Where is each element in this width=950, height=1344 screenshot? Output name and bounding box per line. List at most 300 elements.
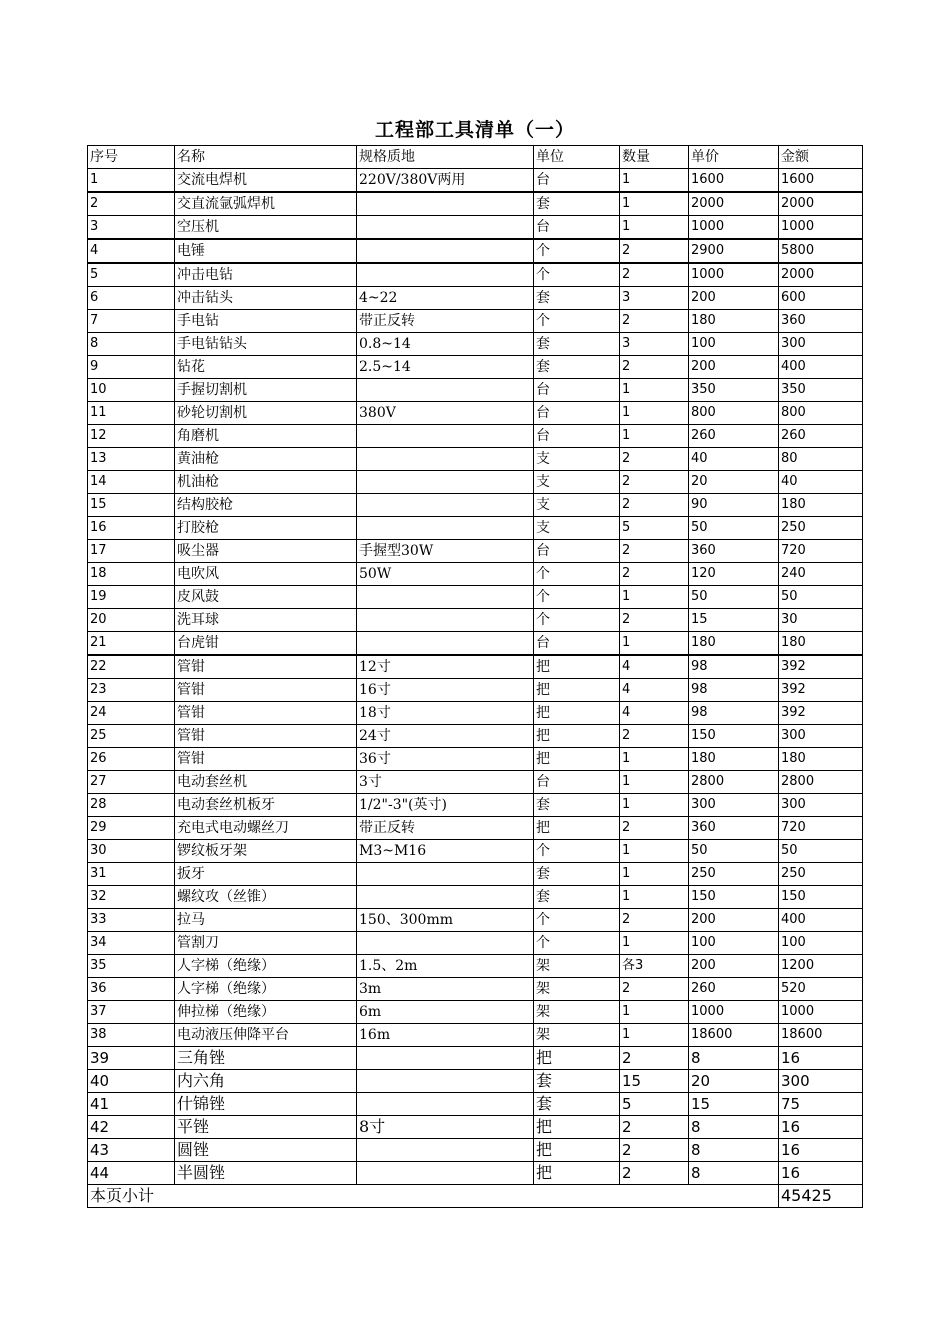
item-name: 手握切割机 — [175, 379, 357, 402]
item-name: 皮风鼓 — [175, 586, 357, 609]
item-unit-price: 300 — [689, 794, 779, 817]
item-amount: 16 — [779, 1047, 863, 1070]
item-name: 洗耳球 — [175, 609, 357, 632]
item-spec: 1/2"-3"(英寸) — [357, 794, 534, 817]
item-spec — [357, 1070, 534, 1093]
item-spec: 16寸 — [357, 679, 534, 702]
item-amount: 400 — [779, 909, 863, 932]
table-row — [88, 471, 863, 494]
item-unit-price: 1000 — [689, 263, 779, 287]
item-amount: 720 — [779, 817, 863, 840]
item-amount: 75 — [779, 1093, 863, 1116]
item-unit: 支 — [534, 517, 620, 540]
item-unit: 个 — [534, 239, 620, 263]
item-amount: 300 — [779, 725, 863, 748]
item-quantity: 1 — [620, 840, 689, 863]
item-unit-price: 120 — [689, 563, 779, 586]
item-unit: 支 — [534, 448, 620, 471]
table-row — [88, 563, 863, 586]
row-index: 34 — [88, 932, 175, 955]
table-row — [88, 448, 863, 471]
item-unit-price: 90 — [689, 494, 779, 517]
item-unit: 架 — [534, 1001, 620, 1024]
column-header: 数量 — [620, 146, 689, 169]
table-row — [88, 333, 863, 356]
item-name: 结构胶枪 — [175, 494, 357, 517]
item-quantity: 2 — [620, 239, 689, 263]
item-spec — [357, 517, 534, 540]
item-quantity: 1 — [620, 379, 689, 402]
item-quantity: 2 — [620, 471, 689, 494]
item-unit-price: 18600 — [689, 1024, 779, 1047]
item-unit-price: 8 — [689, 1116, 779, 1139]
column-header: 金额 — [779, 146, 863, 169]
item-unit: 套 — [534, 356, 620, 379]
item-spec: 380V — [357, 402, 534, 425]
item-unit: 台 — [534, 379, 620, 402]
item-quantity: 2 — [620, 817, 689, 840]
item-spec: 带正反转 — [357, 817, 534, 840]
item-unit: 台 — [534, 540, 620, 563]
table-row — [88, 840, 863, 863]
item-amount: 16 — [779, 1162, 863, 1185]
item-unit: 套 — [534, 1070, 620, 1093]
item-spec — [357, 1139, 534, 1162]
item-amount: 180 — [779, 632, 863, 656]
item-amount: 50 — [779, 840, 863, 863]
item-spec — [357, 263, 534, 287]
item-amount: 400 — [779, 356, 863, 379]
item-quantity: 4 — [620, 655, 689, 679]
item-amount: 720 — [779, 540, 863, 563]
item-unit-price: 180 — [689, 310, 779, 333]
item-amount: 1600 — [779, 169, 863, 193]
item-name: 电动套丝机板牙 — [175, 794, 357, 817]
item-amount: 50 — [779, 586, 863, 609]
item-unit: 套 — [534, 333, 620, 356]
item-name: 冲击钻头 — [175, 287, 357, 310]
item-unit: 把 — [534, 702, 620, 725]
item-unit: 套 — [534, 1093, 620, 1116]
item-quantity: 1 — [620, 1001, 689, 1024]
item-quantity: 4 — [620, 679, 689, 702]
row-index: 16 — [88, 517, 175, 540]
item-spec: 2.5~14 — [357, 356, 534, 379]
item-name: 电吹风 — [175, 563, 357, 586]
item-amount: 180 — [779, 494, 863, 517]
item-unit: 台 — [534, 169, 620, 193]
item-quantity: 2 — [620, 448, 689, 471]
table-row — [88, 909, 863, 932]
row-index: 27 — [88, 771, 175, 794]
item-name: 管钳 — [175, 702, 357, 725]
item-spec: 12寸 — [357, 655, 534, 679]
item-spec: 3m — [357, 978, 534, 1001]
item-spec — [357, 471, 534, 494]
item-name: 吸尘器 — [175, 540, 357, 563]
item-spec — [357, 1162, 534, 1185]
row-index: 44 — [88, 1162, 175, 1185]
column-header: 规格质地 — [357, 146, 534, 169]
table-row — [88, 771, 863, 794]
item-unit: 把 — [534, 679, 620, 702]
item-name: 交流电焊机 — [175, 169, 357, 193]
item-unit-price: 98 — [689, 679, 779, 702]
row-index: 12 — [88, 425, 175, 448]
row-index: 25 — [88, 725, 175, 748]
table-row — [88, 1139, 863, 1162]
item-amount: 18600 — [779, 1024, 863, 1047]
item-amount: 392 — [779, 702, 863, 725]
table-row — [88, 425, 863, 448]
item-quantity: 1 — [620, 794, 689, 817]
item-amount: 360 — [779, 310, 863, 333]
row-index: 18 — [88, 563, 175, 586]
table-row — [88, 239, 863, 263]
item-unit: 把 — [534, 748, 620, 771]
item-amount: 180 — [779, 748, 863, 771]
table-row — [88, 540, 863, 563]
item-amount: 2800 — [779, 771, 863, 794]
row-index: 4 — [88, 239, 175, 263]
item-spec — [357, 609, 534, 632]
item-unit-price: 15 — [689, 609, 779, 632]
item-unit-price: 360 — [689, 817, 779, 840]
item-name: 台虎钳 — [175, 632, 357, 656]
table-row — [88, 379, 863, 402]
item-name: 黄油枪 — [175, 448, 357, 471]
item-spec: 8寸 — [357, 1116, 534, 1139]
item-unit-price: 8 — [689, 1139, 779, 1162]
row-index: 23 — [88, 679, 175, 702]
item-unit: 套 — [534, 886, 620, 909]
table-row — [88, 863, 863, 886]
item-amount: 300 — [779, 794, 863, 817]
item-name: 内六角 — [175, 1070, 357, 1093]
item-spec: 220V/380V两用 — [357, 169, 534, 193]
item-quantity: 2 — [620, 563, 689, 586]
item-unit: 台 — [534, 425, 620, 448]
row-index: 9 — [88, 356, 175, 379]
item-quantity: 4 — [620, 702, 689, 725]
item-unit-price: 100 — [689, 932, 779, 955]
table-row — [88, 794, 863, 817]
table-row — [88, 1093, 863, 1116]
table-row — [88, 1070, 863, 1093]
item-quantity: 3 — [620, 333, 689, 356]
item-unit: 把 — [534, 725, 620, 748]
column-header: 单位 — [534, 146, 620, 169]
subtotal-label: 本页小计 — [88, 1185, 779, 1208]
item-unit: 个 — [534, 909, 620, 932]
table-row — [88, 192, 863, 216]
item-unit: 个 — [534, 263, 620, 287]
item-spec: 1.5、2m — [357, 955, 534, 978]
item-amount: 2000 — [779, 263, 863, 287]
item-spec: 50W — [357, 563, 534, 586]
item-spec: 16m — [357, 1024, 534, 1047]
item-amount: 1200 — [779, 955, 863, 978]
subtotal-row — [88, 1185, 863, 1208]
item-name: 螺纹攻（丝锥） — [175, 886, 357, 909]
item-amount: 600 — [779, 287, 863, 310]
item-amount: 392 — [779, 679, 863, 702]
table-row — [88, 517, 863, 540]
item-unit-price: 50 — [689, 586, 779, 609]
table-row — [88, 655, 863, 679]
item-name: 管割刀 — [175, 932, 357, 955]
table-row — [88, 725, 863, 748]
item-spec: 6m — [357, 1001, 534, 1024]
row-index: 13 — [88, 448, 175, 471]
item-name: 人字梯（绝缘） — [175, 955, 357, 978]
item-quantity: 2 — [620, 725, 689, 748]
row-index: 24 — [88, 702, 175, 725]
item-name: 三角锉 — [175, 1047, 357, 1070]
item-name: 什锦锉 — [175, 1093, 357, 1116]
item-unit: 台 — [534, 632, 620, 656]
table-row — [88, 702, 863, 725]
item-unit-price: 360 — [689, 540, 779, 563]
row-index: 3 — [88, 216, 175, 240]
row-index: 32 — [88, 886, 175, 909]
item-amount: 300 — [779, 1070, 863, 1093]
item-unit-price: 20 — [689, 1070, 779, 1093]
table-row — [88, 748, 863, 771]
item-unit: 架 — [534, 1024, 620, 1047]
item-unit-price: 200 — [689, 955, 779, 978]
item-quantity: 1 — [620, 1024, 689, 1047]
table-row — [88, 586, 863, 609]
item-unit: 架 — [534, 955, 620, 978]
item-unit-price: 2800 — [689, 771, 779, 794]
table-row — [88, 216, 863, 240]
item-unit: 把 — [534, 1162, 620, 1185]
row-index: 38 — [88, 1024, 175, 1047]
item-amount: 1000 — [779, 216, 863, 240]
item-amount: 240 — [779, 563, 863, 586]
tool-list-table — [87, 145, 863, 1208]
item-name: 平锉 — [175, 1116, 357, 1139]
table-row — [88, 494, 863, 517]
item-name: 锣纹板牙架 — [175, 840, 357, 863]
table-row — [88, 679, 863, 702]
row-index: 26 — [88, 748, 175, 771]
item-name: 电动套丝机 — [175, 771, 357, 794]
row-index: 33 — [88, 909, 175, 932]
item-unit-price: 180 — [689, 748, 779, 771]
row-index: 5 — [88, 263, 175, 287]
item-unit-price: 200 — [689, 287, 779, 310]
item-unit-price: 50 — [689, 840, 779, 863]
item-amount: 40 — [779, 471, 863, 494]
item-spec — [357, 586, 534, 609]
item-unit-price: 8 — [689, 1162, 779, 1185]
item-spec: M3~M16 — [357, 840, 534, 863]
table-row — [88, 169, 863, 193]
item-spec — [357, 1093, 534, 1116]
item-amount: 100 — [779, 932, 863, 955]
item-name: 伸拉梯（绝缘） — [175, 1001, 357, 1024]
item-name: 手电钻 — [175, 310, 357, 333]
row-index: 37 — [88, 1001, 175, 1024]
item-spec — [357, 863, 534, 886]
table-row — [88, 1162, 863, 1185]
item-name: 打胶枪 — [175, 517, 357, 540]
item-quantity: 5 — [620, 517, 689, 540]
item-unit-price: 2900 — [689, 239, 779, 263]
row-index: 17 — [88, 540, 175, 563]
item-spec: 手握型30W — [357, 540, 534, 563]
item-spec: 18寸 — [357, 702, 534, 725]
item-amount: 16 — [779, 1139, 863, 1162]
item-unit: 个 — [534, 310, 620, 333]
item-unit: 把 — [534, 655, 620, 679]
row-index: 36 — [88, 978, 175, 1001]
item-quantity: 2 — [620, 1139, 689, 1162]
item-amount: 30 — [779, 609, 863, 632]
table-row — [88, 310, 863, 333]
item-name: 电锤 — [175, 239, 357, 263]
item-unit-price: 20 — [689, 471, 779, 494]
item-unit: 个 — [534, 563, 620, 586]
item-quantity: 1 — [620, 425, 689, 448]
item-spec: 带正反转 — [357, 310, 534, 333]
page-title: 工程部工具清单（一） — [374, 119, 575, 141]
item-quantity: 15 — [620, 1070, 689, 1093]
item-name: 冲击电钻 — [175, 263, 357, 287]
item-unit-price: 250 — [689, 863, 779, 886]
table-header-row — [88, 146, 863, 169]
item-amount: 16 — [779, 1116, 863, 1139]
table-row — [88, 817, 863, 840]
item-spec — [357, 192, 534, 216]
table-row — [88, 609, 863, 632]
item-spec — [357, 425, 534, 448]
item-unit: 把 — [534, 817, 620, 840]
item-quantity: 1 — [620, 886, 689, 909]
row-index: 14 — [88, 471, 175, 494]
item-name: 电动液压伸降平台 — [175, 1024, 357, 1047]
row-index: 39 — [88, 1047, 175, 1070]
item-unit: 把 — [534, 1139, 620, 1162]
row-index: 28 — [88, 794, 175, 817]
item-unit: 个 — [534, 840, 620, 863]
column-header: 名称 — [175, 146, 357, 169]
item-name: 角磨机 — [175, 425, 357, 448]
row-index: 2 — [88, 192, 175, 216]
item-quantity: 1 — [620, 632, 689, 656]
table-row — [88, 886, 863, 909]
item-unit-price: 8 — [689, 1047, 779, 1070]
item-amount: 80 — [779, 448, 863, 471]
item-spec — [357, 494, 534, 517]
item-quantity: 1 — [620, 402, 689, 425]
item-amount: 150 — [779, 886, 863, 909]
row-index: 43 — [88, 1139, 175, 1162]
item-quantity: 各3 — [620, 955, 689, 978]
table-row — [88, 955, 863, 978]
item-name: 钻花 — [175, 356, 357, 379]
row-index: 41 — [88, 1093, 175, 1116]
item-quantity: 1 — [620, 169, 689, 193]
item-unit: 架 — [534, 978, 620, 1001]
item-name: 管钳 — [175, 748, 357, 771]
table-row — [88, 263, 863, 287]
item-spec — [357, 932, 534, 955]
item-name: 拉马 — [175, 909, 357, 932]
row-index: 20 — [88, 609, 175, 632]
table-row — [88, 1116, 863, 1139]
item-unit: 套 — [534, 287, 620, 310]
item-amount: 520 — [779, 978, 863, 1001]
column-header: 序号 — [88, 146, 175, 169]
item-quantity: 2 — [620, 263, 689, 287]
item-spec: 150、300mm — [357, 909, 534, 932]
item-quantity: 2 — [620, 494, 689, 517]
item-unit-price: 100 — [689, 333, 779, 356]
item-name: 管钳 — [175, 655, 357, 679]
item-amount: 1000 — [779, 1001, 863, 1024]
item-amount: 250 — [779, 863, 863, 886]
row-index: 30 — [88, 840, 175, 863]
item-unit: 支 — [534, 471, 620, 494]
row-index: 6 — [88, 287, 175, 310]
item-unit: 台 — [534, 771, 620, 794]
item-name: 管钳 — [175, 679, 357, 702]
item-name: 扳牙 — [175, 863, 357, 886]
row-index: 21 — [88, 632, 175, 656]
item-unit-price: 180 — [689, 632, 779, 656]
item-unit: 套 — [534, 863, 620, 886]
item-spec — [357, 216, 534, 240]
item-spec: 36寸 — [357, 748, 534, 771]
row-index: 31 — [88, 863, 175, 886]
item-name: 管钳 — [175, 725, 357, 748]
item-spec — [357, 1047, 534, 1070]
item-unit-price: 350 — [689, 379, 779, 402]
item-name: 空压机 — [175, 216, 357, 240]
row-index: 42 — [88, 1116, 175, 1139]
column-header: 单价 — [689, 146, 779, 169]
item-quantity: 2 — [620, 1116, 689, 1139]
item-amount: 392 — [779, 655, 863, 679]
item-unit: 个 — [534, 609, 620, 632]
item-unit-price: 1000 — [689, 1001, 779, 1024]
item-unit-price: 15 — [689, 1093, 779, 1116]
item-unit-price: 98 — [689, 655, 779, 679]
item-unit: 个 — [534, 586, 620, 609]
table-body — [88, 169, 863, 1185]
item-amount: 5800 — [779, 239, 863, 263]
table-row — [88, 287, 863, 310]
item-unit-price: 150 — [689, 725, 779, 748]
item-quantity: 2 — [620, 356, 689, 379]
item-name: 砂轮切割机 — [175, 402, 357, 425]
item-quantity: 1 — [620, 216, 689, 240]
item-amount: 260 — [779, 425, 863, 448]
item-unit: 个 — [534, 932, 620, 955]
item-name: 圆锉 — [175, 1139, 357, 1162]
table-row — [88, 402, 863, 425]
item-quantity: 1 — [620, 771, 689, 794]
item-name: 人字梯（绝缘） — [175, 978, 357, 1001]
item-quantity: 2 — [620, 909, 689, 932]
item-quantity: 5 — [620, 1093, 689, 1116]
item-quantity: 2 — [620, 1162, 689, 1185]
table-row — [88, 978, 863, 1001]
row-index: 7 — [88, 310, 175, 333]
